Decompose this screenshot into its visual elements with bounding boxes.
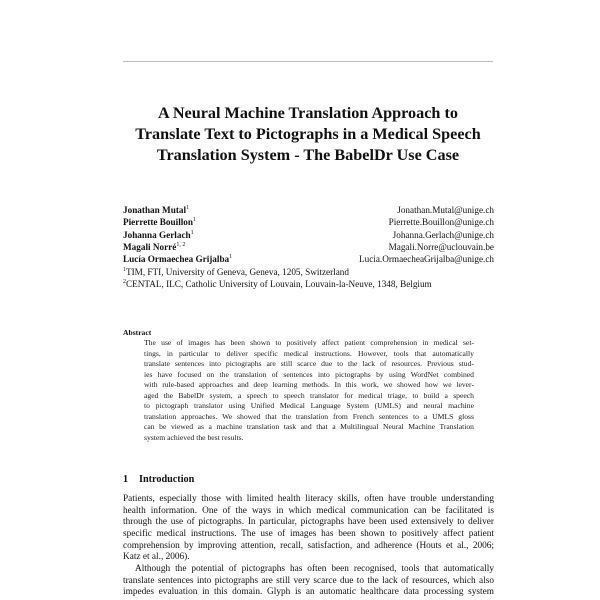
- abstract-line: tings, in particular to deliver specific medical instructions. However, tools that automatically: [144, 348, 474, 358]
- author-block: [123, 204, 494, 265]
- author-email: Pierrette.Bouillon@unige.ch: [388, 217, 494, 228]
- intro-line: health information. One of the ways in which medical communication can be facilitated is: [123, 505, 494, 516]
- intro-line: Patients, especially those with limited health literacy skills, often have trouble understanding: [123, 494, 494, 504]
- author-row: [123, 229, 494, 241]
- abstract-line: with rule-based approaches and deep learning methods. In this work, we showed how we lever-: [144, 380, 474, 390]
- author-name: Johanna Gerlach$^1$: [123, 229, 194, 240]
- section-heading: [123, 474, 194, 485]
- section-title: Introduction: [139, 474, 195, 485]
- paper-title: [100, 103, 516, 166]
- author-name: Magali Norré$^{1, 2}$: [123, 241, 186, 252]
- affiliation: $^1$TIM, FTI, University of Geneva, Geneva, 1205, Switzerland: [123, 267, 349, 277]
- abstract-line: translate sentences into pictographs are still scarce due to the lack of resources. Previous stud-: [144, 359, 474, 369]
- author-name: Pierrette Bouillon$^1$: [123, 217, 196, 228]
- intro-line: Katz et al., 2006).: [123, 552, 190, 563]
- abstract-line: to pictograph translator using Unified Medical Language System (UMLS) and neural machine: [144, 401, 474, 411]
- affiliations: [123, 266, 494, 291]
- author-email: Johanna.Gerlach@unige.ch: [392, 229, 494, 240]
- affiliation: $^2$CENTAL, ILC, Catholic University of Louvain, Louvain-la-Neuve, 1348, Belgium: [123, 279, 432, 290]
- author-email: Magali.Norre@uclouvain.be: [388, 241, 494, 252]
- author-name: Lucía Ormaechea Grijalba$^1$: [123, 254, 233, 265]
- author-row: [123, 204, 494, 216]
- abstract-line: ies have focused on the translation of sentences into pictographs by using WordNet combined: [144, 369, 474, 379]
- intro-body: [123, 494, 494, 599]
- author-email: Jonathan.Mutal@unige.ch: [397, 205, 494, 215]
- author-name: Jonathan Mutal$^1$: [123, 205, 190, 215]
- author-email: Lucia.OrmaecheaGrijalba@unige.ch: [359, 254, 494, 265]
- author-row: [123, 216, 494, 228]
- intro-line: through the use of pictographs. In particular, pictographs have been used extensively to deliver: [123, 517, 494, 528]
- title-line: Translate Text to Pictographs in a Medical Speech: [135, 125, 481, 143]
- intro-line: impedes evaluation in this domain. Glyph is an automatic healthcare data processing system: [123, 587, 494, 598]
- abstract-line: aged the BabelDr system, a speech to speech translator for medical triage, to build a speech: [144, 390, 474, 400]
- intro-line: translate sentences into pictographs are still very scarce due to the lack of resources, which also: [123, 575, 494, 586]
- abstract-heading: Abstract: [123, 328, 152, 337]
- author-row: [123, 241, 494, 253]
- abstract-line: translation approaches. We showed that the translation from French sentences to a UMLS gloss: [144, 411, 474, 421]
- intro-line: Although the potential of pictographs has often been recognised, tools that automatically: [135, 563, 494, 574]
- abstract-line: system achieved the best results.: [144, 432, 244, 442]
- intro-line: comprehension by improving attention, recall, satisfaction, and adherence (Houts et al., 2006;: [123, 540, 494, 551]
- author-row: [123, 253, 494, 265]
- title-line: A Neural Machine Translation Approach to: [158, 104, 458, 122]
- top-rule: [123, 61, 493, 62]
- section-number: 1: [123, 474, 129, 485]
- title-line: Translation System - The BabelDr Use Case: [156, 146, 460, 164]
- abstract-line: The use of images has been shown to positively affect patient comprehension in medical set-: [144, 338, 474, 347]
- abstract-line: can be viewed as a machine translation task and that a Multilingual Neural Machine Translation: [144, 422, 474, 432]
- abstract-body: [144, 338, 474, 443]
- intro-line: specific medical instructions. The use of images has been shown to positively affect patient: [123, 528, 494, 539]
